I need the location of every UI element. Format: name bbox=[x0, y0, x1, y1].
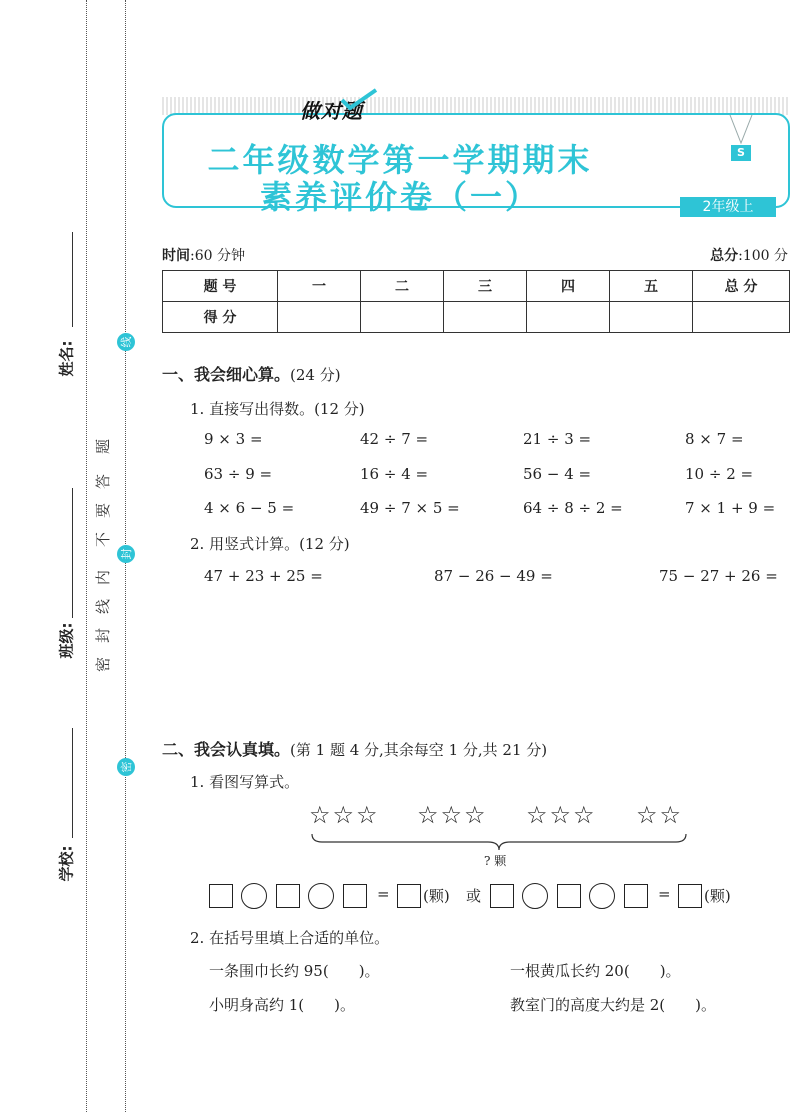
page-title-line2: 素养评价卷（一） bbox=[259, 178, 540, 216]
answer-box[interactable] bbox=[209, 884, 233, 908]
unit-label: (颗) bbox=[423, 887, 450, 905]
calc-item: 49 ÷ 7 × 5 = bbox=[360, 499, 460, 517]
seal-char: 线 bbox=[94, 598, 113, 615]
name-label: 姓名: bbox=[57, 340, 76, 377]
answer-box[interactable] bbox=[343, 884, 367, 908]
total-info bbox=[710, 245, 788, 265]
answer-box[interactable] bbox=[276, 884, 300, 908]
equals-sign: = bbox=[658, 885, 671, 903]
section2-title: 二、我会认真填。 bbox=[162, 740, 291, 759]
seal-badge-feng: 封 bbox=[117, 545, 135, 563]
unit-label: (颗) bbox=[704, 887, 731, 905]
score-cell[interactable] bbox=[361, 302, 444, 333]
calc-item: 42 ÷ 7 = bbox=[360, 430, 429, 448]
calc-item: 56 − 4 = bbox=[523, 465, 592, 483]
calc-item: 4 × 6 − 5 = bbox=[204, 499, 295, 517]
name-line bbox=[72, 232, 73, 327]
brace-icon bbox=[310, 832, 688, 852]
brand-logo: 做对题 bbox=[300, 99, 363, 123]
school-line bbox=[72, 728, 73, 838]
operator-circle[interactable] bbox=[589, 883, 615, 909]
score-cell[interactable] bbox=[693, 302, 790, 333]
section2-heading bbox=[162, 737, 547, 760]
score-header-cell: 四 bbox=[527, 271, 610, 302]
score-header-cell: 题 号 bbox=[163, 271, 278, 302]
calc-item: 9 × 3 = bbox=[204, 430, 263, 448]
section2-q2: 2. 在括号里填上合适的单位。 bbox=[190, 929, 390, 947]
answer-box[interactable] bbox=[490, 884, 514, 908]
score-table bbox=[162, 270, 790, 333]
calc-item: 10 ÷ 2 = bbox=[685, 465, 754, 483]
answer-box[interactable] bbox=[557, 884, 581, 908]
answer-box[interactable] bbox=[624, 884, 648, 908]
score-table-row bbox=[163, 302, 790, 333]
score-cell[interactable] bbox=[444, 302, 527, 333]
brace-label: ? 颗 bbox=[484, 854, 507, 868]
score-header-cell: 三 bbox=[444, 271, 527, 302]
seal-badge-xian: 线 bbox=[117, 333, 135, 351]
seal-char: 题 bbox=[94, 438, 113, 455]
total-value: :100 分 bbox=[738, 248, 788, 264]
equals-sign: = bbox=[377, 885, 390, 903]
fill-blank-item: 小明身高约 1( )。 bbox=[209, 996, 356, 1014]
section1-points: (24 分) bbox=[290, 366, 341, 384]
seal-char: 要 bbox=[94, 502, 113, 519]
seal-char: 封 bbox=[94, 627, 113, 644]
calc-item: 21 ÷ 3 = bbox=[523, 430, 592, 448]
score-row-label: 得 分 bbox=[163, 302, 278, 333]
score-cell[interactable] bbox=[278, 302, 361, 333]
or-label: 或 bbox=[466, 887, 482, 905]
section1-q1: 1. 直接写出得数。(12 分) bbox=[190, 400, 365, 418]
vertical-calc-item: 87 − 26 − 49 = bbox=[434, 567, 553, 585]
answer-box[interactable] bbox=[397, 884, 421, 908]
score-header-cell: 五 bbox=[610, 271, 693, 302]
operator-circle[interactable] bbox=[241, 883, 267, 909]
score-header-cell: 一 bbox=[278, 271, 361, 302]
fill-blank-item: 一根黄瓜长约 20( )。 bbox=[510, 962, 681, 980]
seal-char: 答 bbox=[94, 473, 113, 490]
star-group: ☆☆☆ bbox=[417, 801, 488, 829]
answer-box[interactable] bbox=[678, 884, 702, 908]
seal-char: 内 bbox=[94, 569, 113, 586]
class-label: 班级: bbox=[57, 622, 76, 659]
time-label: 时间 bbox=[162, 248, 190, 264]
calc-item: 8 × 7 = bbox=[685, 430, 744, 448]
vertical-calc-item: 47 + 23 + 25 = bbox=[204, 567, 323, 585]
star-group: ☆☆☆ bbox=[526, 801, 597, 829]
time-info bbox=[162, 245, 245, 265]
page-title-line1: 二年级数学第一学期期末 bbox=[207, 141, 593, 179]
time-value: :60 分钟 bbox=[190, 248, 245, 264]
seal-char: 密 bbox=[94, 656, 113, 673]
class-line bbox=[72, 488, 73, 618]
fill-blank-item: 教室门的高度大约是 2( )。 bbox=[510, 996, 717, 1014]
section2-points: (第 1 题 4 分,其余每空 1 分,共 21 分) bbox=[290, 741, 548, 759]
section1-title: 一、我会细心算。 bbox=[162, 365, 291, 384]
vertical-calc-item: 75 − 27 + 26 = bbox=[659, 567, 778, 585]
calc-item: 7 × 1 + 9 = bbox=[685, 499, 776, 517]
section2-q1: 1. 看图写算式。 bbox=[190, 773, 300, 791]
calc-item: 63 ÷ 9 = bbox=[204, 465, 273, 483]
fill-blank-item: 一条围巾长约 95( )。 bbox=[209, 962, 380, 980]
check-icon bbox=[340, 88, 378, 112]
score-table-header bbox=[163, 271, 790, 302]
star-group: ☆☆ bbox=[636, 801, 684, 829]
school-label: 学校: bbox=[57, 845, 76, 882]
operator-circle[interactable] bbox=[308, 883, 334, 909]
calc-item: 64 ÷ 8 ÷ 2 = bbox=[523, 499, 623, 517]
score-cell[interactable] bbox=[610, 302, 693, 333]
score-cell[interactable] bbox=[527, 302, 610, 333]
star-group: ☆☆☆ bbox=[309, 801, 380, 829]
grade-badge: 2年级上 bbox=[680, 197, 776, 217]
total-label: 总分 bbox=[710, 248, 739, 264]
operator-circle[interactable] bbox=[522, 883, 548, 909]
seal-badge-mi: 密 bbox=[117, 758, 135, 776]
seal-char: 不 bbox=[94, 531, 113, 548]
calc-item: 16 ÷ 4 = bbox=[360, 465, 429, 483]
s-tag-icon: S bbox=[731, 145, 751, 161]
score-header-cell: 总 分 bbox=[693, 271, 790, 302]
section1-heading bbox=[162, 362, 341, 385]
section1-q2: 2. 用竖式计算。(12 分) bbox=[190, 535, 350, 553]
score-header-cell: 二 bbox=[361, 271, 444, 302]
